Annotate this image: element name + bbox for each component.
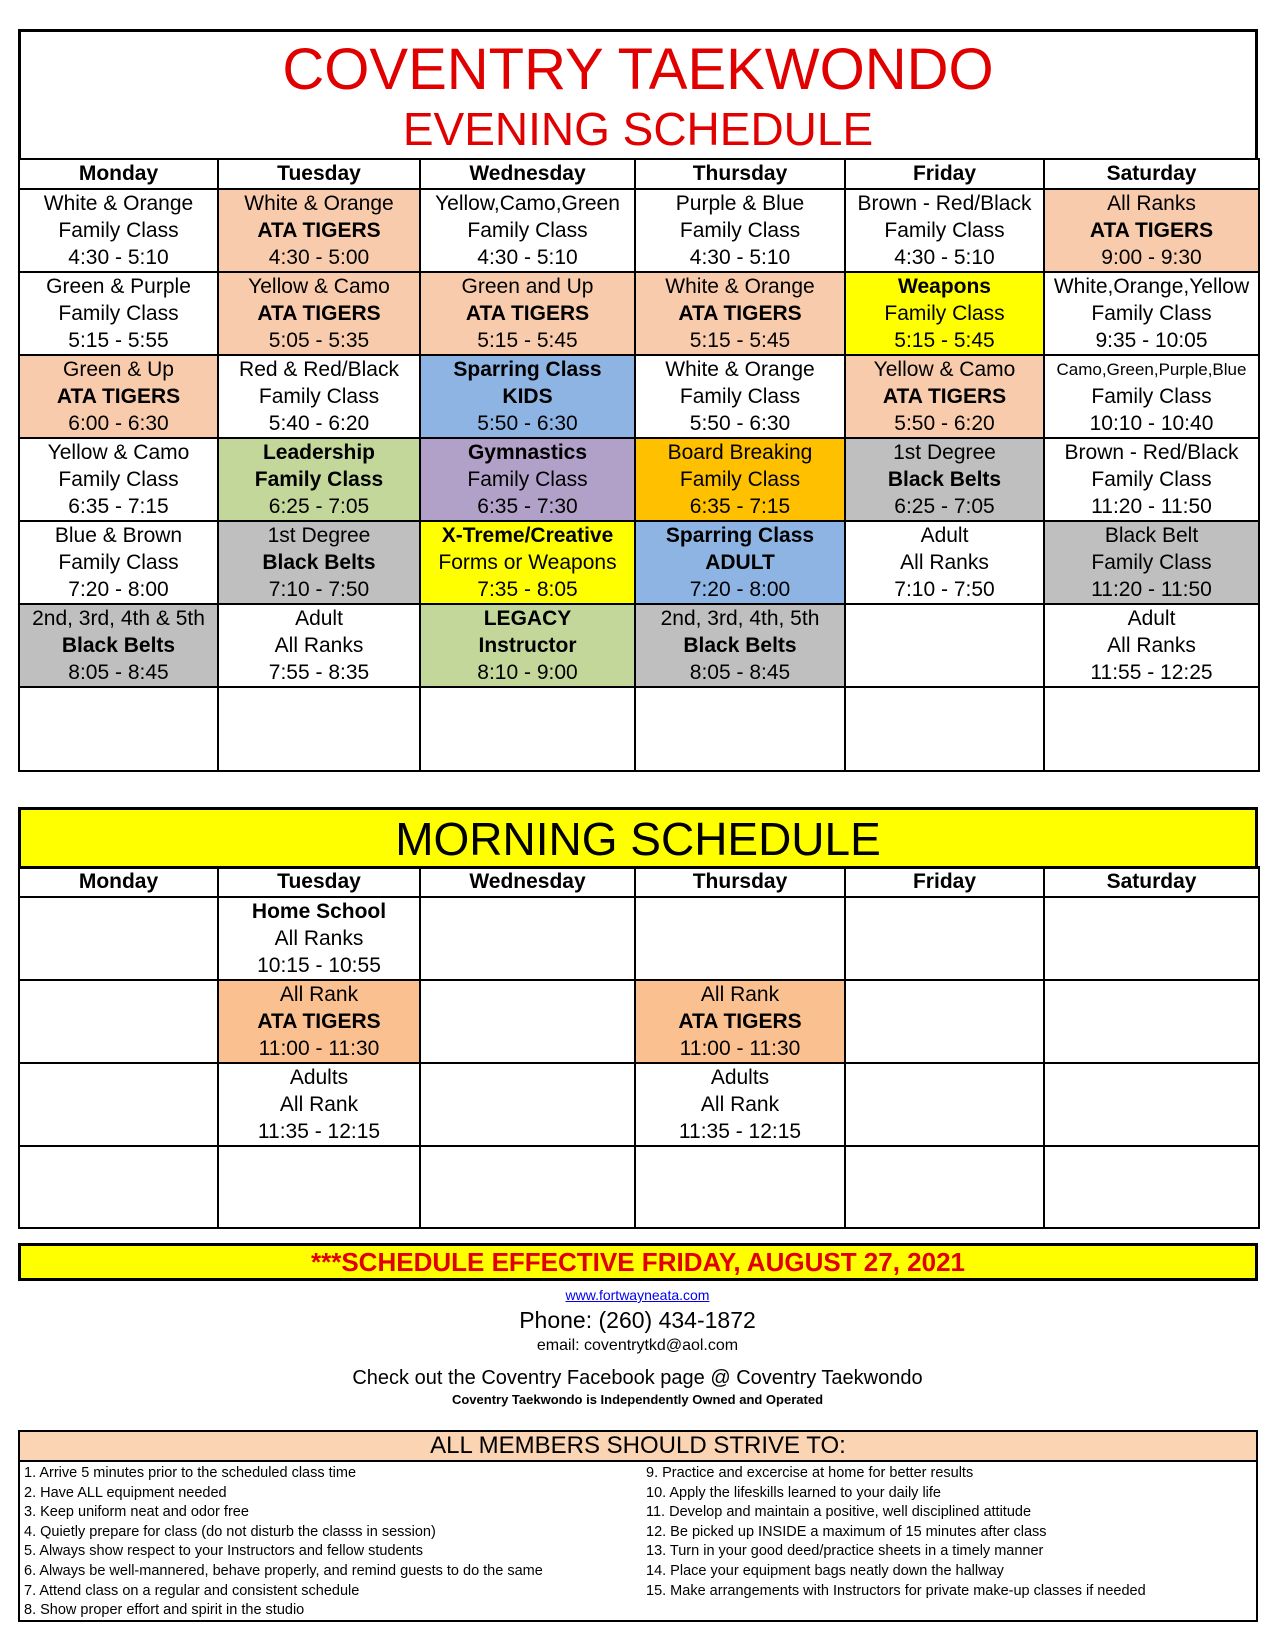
morning-row — [19, 1146, 1259, 1228]
class-type: Family Class — [58, 551, 179, 574]
class-name: Board Breaking — [667, 441, 813, 464]
evening-class-cell-thursday — [635, 604, 845, 687]
facebook-note: Check out the Coventry Facebook page @ Coventry Taekwondo — [352, 1367, 923, 1389]
class-name: Adult — [920, 524, 969, 547]
day-header-tuesday: Tuesday — [218, 159, 420, 189]
evening-class-cell-thursday — [635, 272, 845, 355]
class-name: Gymnastics — [467, 441, 588, 464]
class-time: 7:10 - 7:50 — [894, 578, 995, 601]
class-name: Adults — [710, 1066, 770, 1089]
class-time: 8:05 - 8:45 — [689, 661, 791, 684]
class-type: All Ranks — [274, 634, 364, 657]
class-time: 9:35 - 10:05 — [1095, 329, 1208, 352]
evening-empty-cell — [19, 687, 218, 771]
evening-class-cell-tuesday — [218, 189, 420, 272]
evening-class-cell-friday — [845, 189, 1044, 272]
class-time: 5:15 - 5:45 — [894, 329, 995, 352]
class-time: 11:35 - 12:15 — [257, 1120, 381, 1143]
morning-class-cell-wednesday — [420, 980, 635, 1063]
day-header-monday: Monday — [19, 159, 218, 189]
rules-heading: ALL MEMBERS SHOULD STRIVE TO: — [20, 1432, 1256, 1462]
class-name: Green & Up — [63, 358, 174, 381]
class-time: 4:30 - 5:00 — [268, 246, 370, 269]
class-time: 6:35 - 7:15 — [689, 495, 791, 518]
evening-schedule-table — [18, 158, 1260, 772]
effective-date-banner: ***SCHEDULE EFFECTIVE FRIDAY, AUGUST 27, 2021 — [18, 1243, 1258, 1281]
class-type: Family Class — [467, 468, 588, 491]
class-name: Home School — [251, 900, 387, 923]
class-name: White & Orange — [43, 192, 194, 215]
class-name: All Rank — [279, 983, 359, 1006]
class-type: ADULT — [705, 551, 775, 574]
evening-class-cell-monday — [19, 189, 218, 272]
evening-empty-cell — [218, 687, 420, 771]
class-time: 4:30 - 5:10 — [477, 246, 578, 269]
class-type: Family Class — [58, 302, 179, 325]
class-name: Camo,Green,Purple,Blue — [1056, 360, 1247, 379]
rule-item: 6. Always be well-mannered, behave properly, and remind guests to do the same — [24, 1562, 543, 1579]
class-time: 10:15 - 10:55 — [257, 954, 381, 977]
morning-class-cell-saturday — [1044, 980, 1259, 1063]
evening-class-cell-saturday — [1044, 189, 1259, 272]
footer — [0, 1286, 1275, 1409]
class-name: Brown - Red/Black — [1064, 441, 1239, 464]
class-time: 4:30 - 5:10 — [894, 246, 995, 269]
evening-class-cell-tuesday — [218, 355, 420, 438]
morning-row — [19, 980, 1259, 1063]
morning-class-cell-friday — [845, 980, 1044, 1063]
class-type: Family Class — [679, 385, 801, 408]
class-type: Family Class — [467, 219, 588, 242]
morning-class-cell-saturday — [1044, 1063, 1259, 1146]
rule-item: 11. Develop and maintain a positive, well disciplined attitude — [646, 1504, 1032, 1521]
rule-item: 2. Have ALL equipment needed — [24, 1484, 227, 1501]
class-time: 5:40 - 6:20 — [268, 412, 370, 435]
class-name: Purple & Blue — [675, 192, 805, 215]
morning-schedule-table — [18, 866, 1260, 1229]
day-header-saturday: Saturday — [1044, 867, 1259, 897]
class-time: 5:15 - 5:55 — [68, 329, 169, 352]
morning-class-cell-tuesday — [218, 980, 420, 1063]
class-type: ATA TIGERS — [1089, 219, 1214, 242]
class-time: 5:15 - 5:45 — [689, 329, 791, 352]
evening-class-cell-friday — [845, 272, 1044, 355]
class-type: All Ranks — [1107, 634, 1196, 657]
rule-item: 10. Apply the lifeskills learned to your daily life — [646, 1484, 941, 1501]
rule-item: 3. Keep uniform neat and odor free — [24, 1504, 249, 1521]
evening-class-cell-tuesday — [218, 438, 420, 521]
class-time: 9:00 - 9:30 — [1101, 246, 1202, 269]
class-time: 7:20 - 8:00 — [68, 578, 169, 601]
class-type: ATA TIGERS — [257, 302, 381, 325]
class-type: Family Class — [1091, 302, 1212, 325]
class-time: 11:20 - 11:50 — [1091, 578, 1212, 601]
class-name: Leadership — [262, 441, 376, 464]
class-name: 2nd, 3rd, 4th, 5th — [660, 607, 820, 630]
morning-class-cell-monday — [19, 1063, 218, 1146]
day-header-friday: Friday — [845, 159, 1044, 189]
evening-class-cell-tuesday — [218, 521, 420, 604]
class-type: Black Belts — [887, 468, 1002, 491]
class-name: Weapons — [898, 275, 991, 298]
class-name: Blue & Brown — [54, 524, 183, 547]
rule-item: 14. Place your equipment bags neatly down the hallway — [646, 1562, 1004, 1579]
rule-item: 8. Show proper effort and spirit in the studio — [24, 1602, 305, 1619]
class-time: 11:00 - 11:30 — [258, 1037, 380, 1060]
morning-class-cell-wednesday — [420, 1146, 635, 1228]
day-header-monday: Monday — [19, 867, 218, 897]
evening-row-blank — [19, 687, 1259, 771]
class-type: ATA TIGERS — [465, 302, 590, 325]
evening-row — [19, 189, 1259, 272]
evening-class-cell-monday — [19, 355, 218, 438]
class-type: Family Class — [58, 468, 179, 491]
class-type: ATA TIGERS — [678, 302, 802, 325]
class-name: Yellow & Camo — [248, 275, 390, 298]
class-type: All Ranks — [900, 551, 989, 574]
evening-class-cell-saturday — [1044, 272, 1259, 355]
class-name: Adult — [1127, 607, 1176, 630]
class-time: 4:30 - 5:10 — [68, 246, 169, 269]
morning-class-cell-saturday — [1044, 897, 1259, 980]
morning-class-cell-tuesday — [218, 1146, 420, 1228]
member-rules — [18, 1430, 1258, 1622]
evening-row — [19, 438, 1259, 521]
morning-class-cell-monday — [19, 897, 218, 980]
class-type: Forms or Weapons — [438, 551, 617, 574]
evening-class-cell-thursday — [635, 355, 845, 438]
class-name: Red & Red/Black — [239, 358, 399, 381]
morning-row — [19, 1063, 1259, 1146]
class-name: Black Belt — [1104, 524, 1199, 547]
morning-class-cell-saturday — [1044, 1146, 1259, 1228]
class-time: 11:35 - 12:15 — [678, 1120, 802, 1143]
evening-class-cell-wednesday — [420, 604, 635, 687]
morning-class-cell-thursday — [635, 897, 845, 980]
evening-class-cell-monday — [19, 272, 218, 355]
class-type: ATA TIGERS — [882, 385, 1007, 408]
class-type: Black Belts — [683, 634, 797, 657]
class-time: 10:10 - 10:40 — [1089, 412, 1214, 435]
rule-item: 15. Make arrangements with Instructors for private make-up classes if needed — [646, 1582, 1146, 1599]
day-header-friday: Friday — [845, 867, 1044, 897]
class-type: Family Class — [884, 302, 1005, 325]
evening-class-cell-saturday — [1044, 438, 1259, 521]
day-header-tuesday: Tuesday — [218, 867, 420, 897]
evening-empty-cell — [845, 687, 1044, 771]
class-type: Family Class — [884, 219, 1005, 242]
class-type: Family Class — [679, 468, 801, 491]
class-time: 6:25 - 7:05 — [894, 495, 995, 518]
class-type: Instructor — [478, 634, 577, 657]
evening-class-cell-monday — [19, 604, 218, 687]
rule-item: 1. Arrive 5 minutes prior to the scheduled class time — [24, 1465, 357, 1481]
day-header-thursday: Thursday — [635, 159, 845, 189]
class-name: White & Orange — [665, 358, 815, 381]
morning-class-cell-wednesday — [420, 897, 635, 980]
class-name: Yellow,Camo,Green — [435, 192, 620, 215]
class-name: Sparring Class — [453, 358, 602, 381]
rules-right-column — [646, 1464, 1146, 1601]
class-time: 7:55 - 8:35 — [268, 661, 370, 684]
evening-row — [19, 355, 1259, 438]
morning-class-cell-thursday — [635, 1146, 845, 1228]
day-header-wednesday: Wednesday — [420, 867, 635, 897]
class-type: All Ranks — [274, 927, 364, 950]
class-name: 1st Degree — [893, 441, 996, 464]
morning-class-cell-thursday — [635, 980, 845, 1063]
class-time: 4:30 - 5:10 — [689, 246, 791, 269]
class-type: Black Belts — [262, 551, 376, 574]
class-time: 11:55 - 12:25 — [1090, 661, 1213, 684]
class-time: 6:35 - 7:15 — [68, 495, 169, 518]
website-link[interactable]: www.fortwayneata.com — [565, 1287, 710, 1303]
class-type: ATA TIGERS — [257, 219, 381, 242]
class-name: LEGACY — [483, 607, 572, 630]
class-time: 6:25 - 7:05 — [268, 495, 370, 518]
evening-class-cell-monday — [19, 521, 218, 604]
evening-class-cell-thursday — [635, 521, 845, 604]
class-type: Black Belts — [61, 634, 176, 657]
evening-schedule-title: EVENING SCHEDULE — [402, 103, 874, 155]
morning-class-cell-wednesday — [420, 1063, 635, 1146]
class-name: Yellow & Camo — [873, 358, 1016, 381]
class-time: 11:20 - 11:50 — [1091, 495, 1212, 518]
rule-item: 13. Turn in your good deed/practice sheets in a timely manner — [646, 1543, 1044, 1560]
evening-class-cell-friday — [845, 438, 1044, 521]
ownership-note: Coventry Taekwondo is Independently Owned and Operated — [451, 1392, 824, 1407]
class-type: Family Class — [1091, 468, 1212, 491]
class-time: 7:20 - 8:00 — [689, 578, 791, 601]
class-name: Sparring Class — [665, 524, 815, 547]
email-address: email: coventrytkd@aol.com — [536, 1337, 739, 1354]
rules-left-column — [24, 1464, 543, 1621]
class-name: White,Orange,Yellow — [1053, 275, 1250, 298]
evening-row — [19, 604, 1259, 687]
morning-class-cell-friday — [845, 897, 1044, 980]
class-type: KIDS — [502, 385, 553, 408]
evening-class-cell-thursday — [635, 189, 845, 272]
class-time: 6:35 - 7:30 — [477, 495, 578, 518]
class-name: White & Orange — [665, 275, 815, 298]
class-time: 7:35 - 8:05 — [477, 578, 578, 601]
rule-item: 9. Practice and excercise at home for better results — [646, 1465, 974, 1481]
class-name: White & Orange — [244, 192, 394, 215]
evening-class-cell-saturday — [1044, 355, 1259, 438]
evening-empty-cell — [420, 687, 635, 771]
class-name: All Ranks — [1107, 192, 1196, 215]
class-time: 7:10 - 7:50 — [268, 578, 370, 601]
day-header-saturday: Saturday — [1044, 159, 1259, 189]
class-type: Family Class — [1091, 385, 1212, 408]
class-type: ATA TIGERS — [56, 385, 181, 408]
schedule-header — [18, 29, 1258, 160]
class-type: ATA TIGERS — [257, 1010, 381, 1033]
evening-class-cell-friday — [845, 521, 1044, 604]
morning-class-cell-tuesday — [218, 897, 420, 980]
morning-class-cell-monday — [19, 1146, 218, 1228]
class-type: Family Class — [254, 468, 384, 491]
class-time: 5:50 - 6:20 — [894, 412, 995, 435]
class-type: Family Class — [258, 385, 380, 408]
evening-row — [19, 521, 1259, 604]
evening-class-cell-saturday — [1044, 604, 1259, 687]
class-time: 8:10 - 9:00 — [477, 661, 578, 684]
class-name: Green and Up — [461, 275, 594, 298]
evening-empty-cell — [1044, 687, 1259, 771]
class-time: 5:50 - 6:30 — [477, 412, 578, 435]
morning-class-cell-thursday — [635, 1063, 845, 1146]
morning-schedule-title: MORNING SCHEDULE — [18, 807, 1258, 869]
rule-item: 4. Quietly prepare for class (do not disturb the classs in session) — [24, 1523, 436, 1540]
evening-row — [19, 272, 1259, 355]
evening-class-cell-thursday — [635, 438, 845, 521]
morning-class-cell-tuesday — [218, 1063, 420, 1146]
evening-class-cell-wednesday — [420, 355, 635, 438]
class-time: 5:50 - 6:30 — [689, 412, 791, 435]
evening-class-cell-wednesday — [420, 521, 635, 604]
evening-class-cell-wednesday — [420, 272, 635, 355]
class-type: Family Class — [58, 219, 179, 242]
evening-class-cell-monday — [19, 438, 218, 521]
evening-class-cell-saturday — [1044, 521, 1259, 604]
class-time: 5:15 - 5:45 — [477, 329, 578, 352]
rule-item: 12. Be picked up INSIDE a maximum of 15 minutes after class — [646, 1523, 1047, 1540]
evening-class-cell-friday — [845, 355, 1044, 438]
phone-number: Phone: (260) 434-1872 — [519, 1307, 756, 1333]
class-type: Family Class — [679, 219, 801, 242]
class-time: 6:00 - 6:30 — [68, 412, 169, 435]
class-name: All Rank — [700, 983, 780, 1006]
morning-class-cell-friday — [845, 1063, 1044, 1146]
morning-class-cell-monday — [19, 980, 218, 1063]
class-time: 8:05 - 8:45 — [68, 661, 169, 684]
class-name: Adults — [289, 1066, 349, 1089]
class-name: Green & Purple — [46, 275, 191, 298]
rule-item: 7. Attend class on a regular and consistent schedule — [24, 1582, 360, 1599]
class-name: Adult — [295, 607, 343, 630]
day-header-wednesday: Wednesday — [420, 159, 635, 189]
class-name: Brown - Red/Black — [857, 192, 1032, 215]
evening-class-cell-wednesday — [420, 438, 635, 521]
class-name: Yellow & Camo — [47, 441, 190, 464]
class-name: X-Treme/Creative — [441, 524, 614, 547]
class-name: 2nd, 3rd, 4th & 5th — [32, 607, 205, 630]
class-name: 1st Degree — [267, 524, 371, 547]
morning-row — [19, 897, 1259, 980]
class-type: Family Class — [1091, 551, 1212, 574]
rule-item: 5. Always show respect to your Instructors and fellow students — [24, 1543, 423, 1560]
evening-class-cell-tuesday — [218, 604, 420, 687]
evening-class-cell-tuesday — [218, 272, 420, 355]
evening-empty-cell — [635, 687, 845, 771]
class-time: 5:05 - 5:35 — [268, 329, 370, 352]
evening-class-cell-wednesday — [420, 189, 635, 272]
class-type: All Rank — [279, 1093, 359, 1116]
class-type: ATA TIGERS — [678, 1010, 802, 1033]
evening-class-cell-friday — [845, 604, 1044, 687]
class-time: 11:00 - 11:30 — [679, 1037, 801, 1060]
day-header-thursday: Thursday — [635, 867, 845, 897]
morning-class-cell-friday — [845, 1146, 1044, 1228]
class-type: All Rank — [700, 1093, 780, 1116]
page-title: COVENTRY TAEKWONDO — [282, 37, 994, 102]
